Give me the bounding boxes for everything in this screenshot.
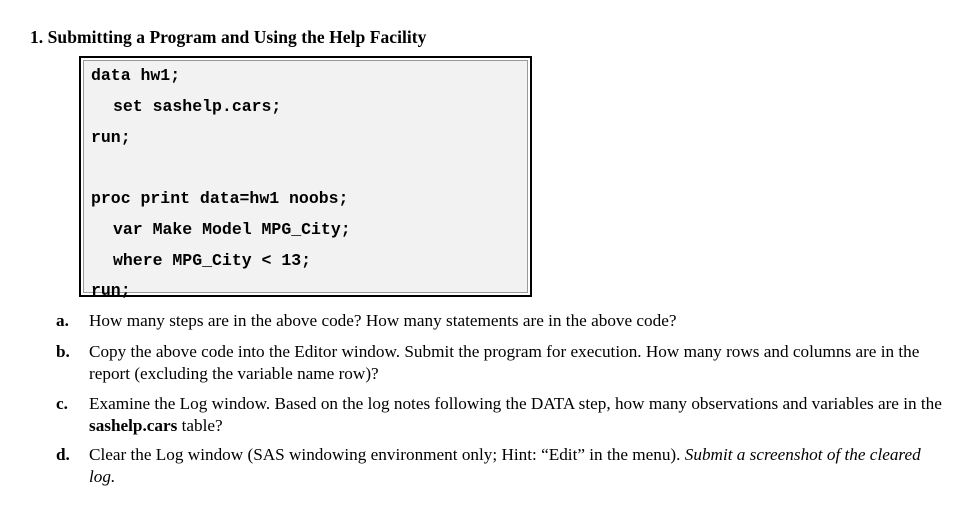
code-line: run; [91, 128, 131, 147]
table-name: sashelp.cars [89, 416, 178, 435]
question-text [89, 444, 949, 488]
question-text: How many steps are in the above code? How many statements are in the above code? [89, 311, 677, 330]
question-letter: a. [56, 311, 69, 330]
code-block-inner [83, 60, 528, 300]
code-line: var Make Model MPG_City; [113, 220, 351, 239]
question-letter: d. [56, 445, 70, 464]
question-text [89, 393, 949, 437]
question-instruction: Submit a screenshot of the cleared log. [89, 445, 921, 486]
question-text-part: Clear the Log window (SAS windowing environment only; Hint: “Edit” in the menu). [89, 445, 685, 464]
code-line: set sashelp.cars; [113, 97, 282, 116]
question-letter: c. [56, 394, 68, 413]
code-line: proc print data=hw1 noobs; [91, 189, 349, 208]
question-text: Copy the above code into the Editor window. Submit the program for execution. How many rows and columns are in the report (excluding the variable name row)? [89, 342, 920, 383]
code-line: run; [91, 281, 131, 300]
question-text-part: table? [177, 416, 223, 435]
section-heading: 1. Submitting a Program and Using the Help Facility [30, 27, 427, 47]
question-text-part: Examine the Log window. Based on the log notes following the DATA step, how many observations and variables are in the [89, 394, 942, 413]
code-line: where MPG_City < 13; [113, 251, 312, 270]
code-line: data hw1; [91, 66, 181, 85]
code-block [79, 56, 532, 300]
question-letter: b. [56, 342, 70, 361]
